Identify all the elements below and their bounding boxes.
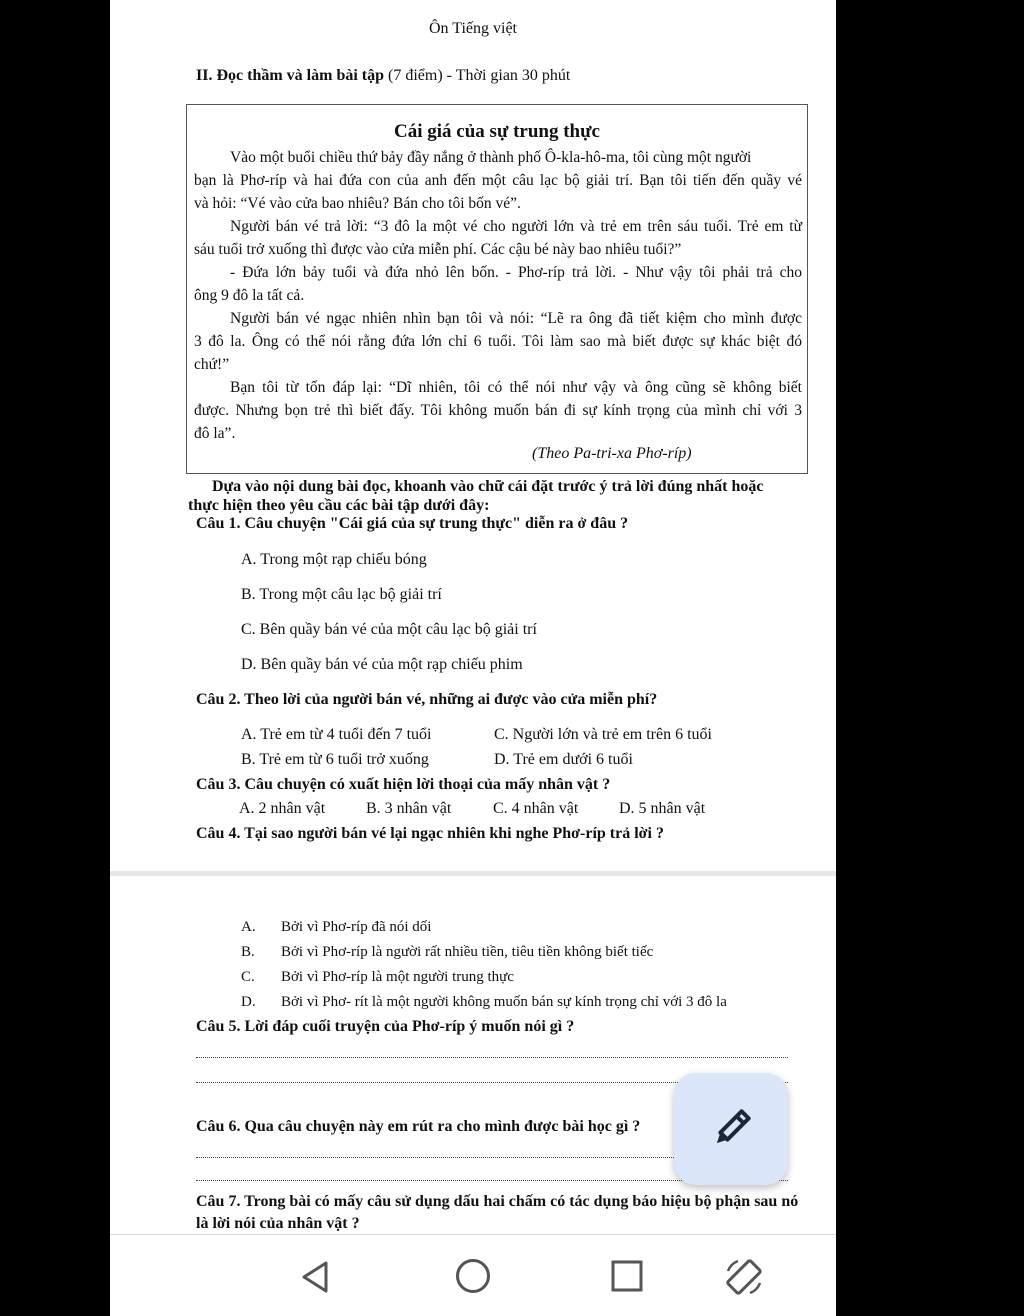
q3-option-d[interactable]: D. 5 nhân vật	[619, 800, 706, 817]
story-line: Người bán vé ngạc nhiên nhìn bạn tôi và nói: “Lẽ ra ông đã tiết kiệm cho mình được	[230, 310, 802, 327]
q1-option-b[interactable]: B. Trong một câu lạc bộ giải trí	[241, 586, 442, 603]
pencil-icon	[674, 1073, 788, 1185]
story-line: sáu tuổi trở xuống thì được vào cửa miễn phí. Các cậu bé này bao nhiêu tuổi?”	[194, 241, 682, 258]
question-7-line: Câu 7. Trong bài có mấy câu sử dụng dấu hai chấm có tác dụng báo hiệu bộ phận sau nó	[196, 1193, 799, 1210]
system-navigation-bar	[110, 1234, 836, 1316]
story-source: (Theo Pa-tri-xa Phơ-ríp)	[532, 445, 692, 462]
question-3: Câu 3. Câu chuyện có xuất hiện lời thoại của mấy nhân vật ?	[196, 776, 611, 793]
q1-option-d[interactable]: D. Bên quầy bán vé của một rạp chiếu phim	[241, 656, 523, 673]
q4-letter-c: C.	[241, 969, 255, 985]
section-heading-bold: II. Đọc thầm và làm bài tập	[196, 67, 385, 84]
story-line: ông 9 đô la tất cả.	[194, 287, 305, 304]
story-box	[186, 104, 808, 474]
back-icon[interactable]	[298, 1259, 334, 1295]
q1-option-c[interactable]: C. Bên quầy bán vé của một câu lạc bộ giải trí	[241, 621, 537, 638]
page-separator	[110, 871, 836, 876]
instruction-line: Dựa vào nội dung bài đọc, khoanh vào chữ cái đặt trước ý trả lời đúng nhất hoặc	[212, 478, 764, 495]
home-icon[interactable]	[454, 1257, 492, 1295]
story-line: bạn là Phơ-ríp và hai đứa con của anh đến một câu lạc bộ giải trí. Bạn tôi tiến đến quầy vé	[194, 172, 802, 189]
story-line: Người bán vé trả lời: “3 đô la một vé cho người lớn và trẻ em trên sáu tuổi. Trẻ em từ	[230, 218, 802, 235]
q3-option-c[interactable]: C. 4 nhân vật	[493, 800, 579, 817]
document-page[interactable]	[110, 0, 836, 1316]
section-heading-rest: (7 điểm) - Thời gian 30 phút	[388, 67, 571, 84]
edit-fab-button[interactable]	[674, 1073, 788, 1185]
story-line: và hỏi: “Vé vào cửa bao nhiêu? Bán cho tôi bốn vé”.	[194, 195, 521, 212]
document-title: Ôn Tiếng việt	[428, 20, 517, 37]
story-line: đô la”.	[194, 425, 236, 442]
q3-option-b[interactable]: B. 3 nhân vật	[366, 800, 452, 817]
question-6: Câu 6. Qua câu chuyện này em rút ra cho mình được bài học gì ?	[196, 1118, 641, 1135]
q4-letter-d: D.	[241, 994, 256, 1010]
story-line: Vào một buổi chiều thứ bảy đầy nắng ở thành phố Ô-kla-hô-ma, tôi cùng một người	[230, 149, 752, 166]
question-4: Câu 4. Tại sao người bán vé lại ngạc nhiên khi nghe Phơ-ríp trả lời ?	[196, 825, 664, 842]
story-line: 3 đô la. Ông có thể nói rằng đứa lớn chỉ 6 tuổi. Tôi làm sao mà biết được sự khác biệt đó	[194, 333, 802, 350]
q2-option-a[interactable]: A. Trẻ em từ 4 tuổi đến 7 tuổi	[241, 726, 432, 743]
rotate-icon[interactable]	[722, 1255, 766, 1299]
q4-letter-a: A.	[241, 919, 256, 935]
question-7-line: là lời nói của nhân vật ?	[196, 1215, 360, 1232]
story-line: Bạn tôi từ tốn đáp lại: “Dĩ nhiên, tôi có thể nói như vậy và ông cũng sẽ không biết	[230, 379, 802, 396]
instruction-line: thực hiện theo yêu cầu các bài tập dưới đây:	[188, 497, 490, 514]
q4-option-c[interactable]: Bởi vì Phơ-ríp là một người trung thực	[281, 969, 514, 985]
q4-option-d[interactable]: Bởi vì Phơ- rít là một người không muốn bán sự kính trọng chỉ với 3 đô la	[281, 994, 727, 1010]
section-heading	[196, 67, 570, 85]
q4-letter-b: B.	[241, 944, 255, 960]
recents-icon[interactable]	[610, 1259, 644, 1293]
answer-line[interactable]	[196, 1047, 788, 1058]
story-title: Cái giá của sự trung thực	[394, 121, 600, 142]
q3-option-a[interactable]: A. 2 nhân vật	[239, 800, 326, 817]
q4-option-b[interactable]: Bởi vì Phơ-ríp là người rất nhiều tiền, tiêu tiền không biết tiếc	[281, 944, 654, 960]
q2-option-b[interactable]: B. Trẻ em từ 6 tuổi trở xuống	[241, 751, 429, 768]
story-line: chứ!”	[194, 356, 230, 373]
question-5: Câu 5. Lời đáp cuối truyện của Phơ-ríp ý muốn nói gì ?	[196, 1018, 575, 1035]
story-line: - Đứa lớn bảy tuổi và đứa nhỏ lên bốn. - Phơ-ríp trả lời. - Như vậy tôi phải trả cho	[230, 264, 802, 281]
q4-option-a[interactable]: Bởi vì Phơ-ríp đã nói dối	[281, 919, 432, 935]
story-line: được. Nhưng bọn trẻ thì biết đấy. Tôi không muốn bán đi sự kính trọng của mình chỉ với 3	[194, 402, 802, 419]
question-1: Câu 1. Câu chuyện "Cái giá của sự trung thực" diễn ra ở đâu ?	[196, 515, 629, 532]
q1-option-a[interactable]: A. Trong một rạp chiếu bóng	[241, 551, 427, 568]
q2-option-c[interactable]: C. Người lớn và trẻ em trên 6 tuổi	[494, 726, 712, 743]
q2-option-d[interactable]: D. Trẻ em dưới 6 tuổi	[494, 751, 633, 768]
question-2: Câu 2. Theo lời của người bán vé, những ai được vào cửa miễn phí?	[196, 691, 658, 708]
